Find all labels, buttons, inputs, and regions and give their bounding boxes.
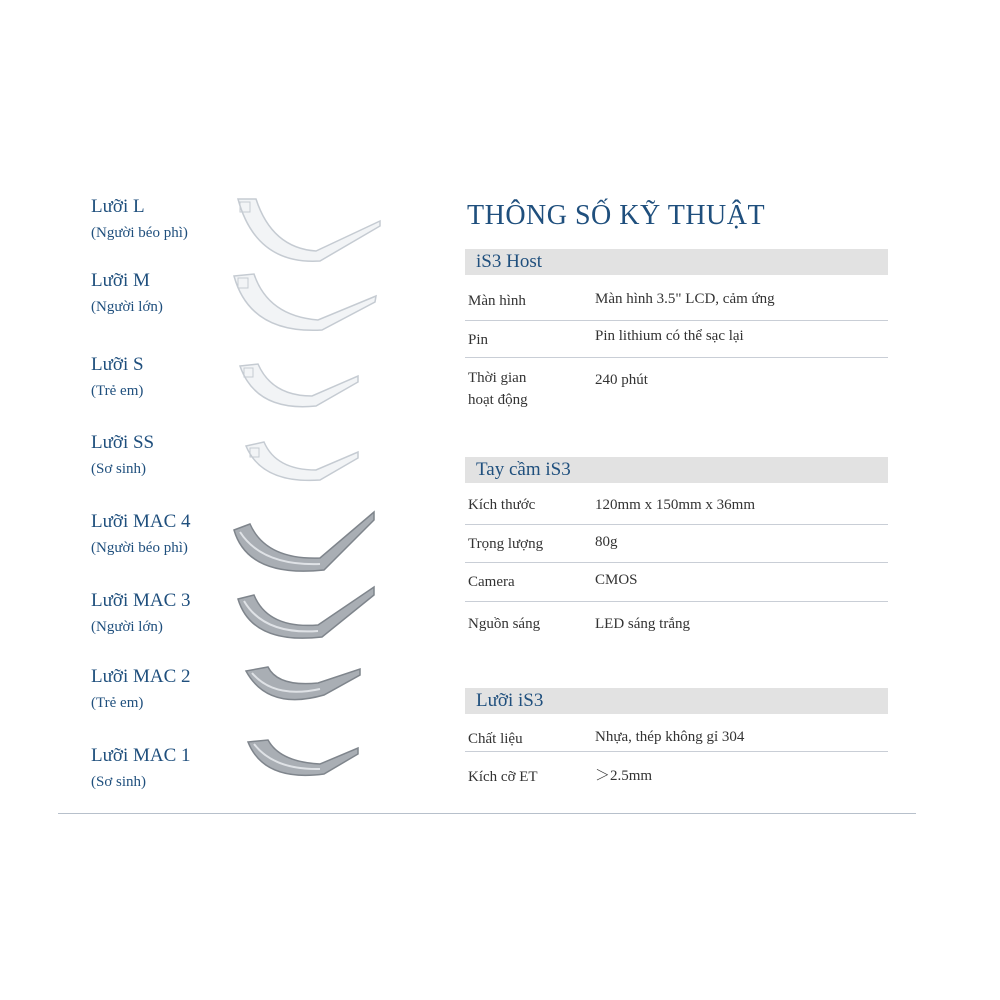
blade-label-l [91,196,188,242]
section-heading: Tay cầm iS3 [465,457,888,483]
blade-sub: (Người lớn) [91,299,163,315]
spec-value: ＞2.5mm [595,768,653,784]
blade-sub: (Người lớn) [91,619,163,635]
spec-row [465,321,888,358]
blade-name: Lưỡi MAC 1 [91,745,191,766]
blade-name: Lưỡi L [91,196,145,217]
spec-key: Màn hình [468,293,526,309]
blade-name: Lưỡi M [91,270,150,291]
section-heading: Lưỡi iS3 [465,688,888,714]
spec-key: Camera [468,574,515,590]
spec-section-host [465,249,888,418]
blade-sub: (Người béo phì) [91,225,188,241]
blade-label-mac1 [91,745,191,791]
blade-m-image [228,268,388,348]
blade-name: Lưỡi MAC 3 [91,590,191,611]
spec-row [465,525,888,563]
spec-key: Nguồn sáng [468,616,541,632]
spec-key: Trọng lượng [468,536,544,552]
spec-section-blade [465,688,888,792]
blade-sub: (Sơ sinh) [91,774,147,790]
bottom-divider [58,813,916,814]
spec-row [465,752,888,792]
blade-label-s [91,354,144,400]
blade-label-m [91,270,163,316]
blade-name: Lưỡi MAC 4 [91,511,191,532]
blade-name: Lưỡi MAC 2 [91,666,191,687]
blade-label-mac2 [91,666,191,712]
spec-key: Kích thước [468,497,536,513]
blade-label-mac4 [91,511,191,557]
spec-value: Nhựa, thép không gỉ 304 [595,729,745,745]
spec-value: 80g [595,534,618,550]
spec-row [465,563,888,602]
blade-label-mac3 [91,590,191,636]
spec-section-handle [465,457,888,642]
spec-value: 120mm x 150mm x 36mm [595,497,756,513]
spec-key: Thời gian hoạt động [468,370,528,408]
spec-key: Kích cỡ ET [468,769,538,785]
spec-row [465,275,888,321]
blade-name: Lưỡi SS [91,432,155,453]
blade-s-image [228,352,388,432]
blade-sub: (Trẻ em) [91,695,144,711]
page-title: THÔNG SỐ KỸ THUẬT [467,200,766,231]
blade-mac4-image [228,508,388,588]
blade-mac3-image [228,585,388,665]
blade-label-ss [91,432,154,478]
blade-l-image [228,193,388,273]
blade-sub: (Trẻ em) [91,383,144,399]
blade-mac1-image [228,738,388,818]
blade-ss-image [228,432,388,512]
section-heading: iS3 Host [465,249,888,275]
blade-sub: (Sơ sinh) [91,461,147,477]
spec-value: CMOS [595,572,638,588]
spec-value: 240 phút [595,372,648,388]
spec-value: LED sáng trắng [595,616,690,632]
spec-row [465,714,888,752]
spec-row [465,483,888,525]
blade-sub: (Người béo phì) [91,540,188,556]
blade-mac2-image [228,665,388,745]
spec-row [465,358,888,418]
spec-value: Pin lithium có thể sạc lại [595,328,744,344]
spec-value: Màn hình 3.5" LCD, cảm ứng [595,291,775,307]
spec-key: Chất liệu [468,731,523,747]
spec-key: Pin [468,332,489,348]
spec-row [465,602,888,642]
blade-name: Lưỡi S [91,354,144,375]
